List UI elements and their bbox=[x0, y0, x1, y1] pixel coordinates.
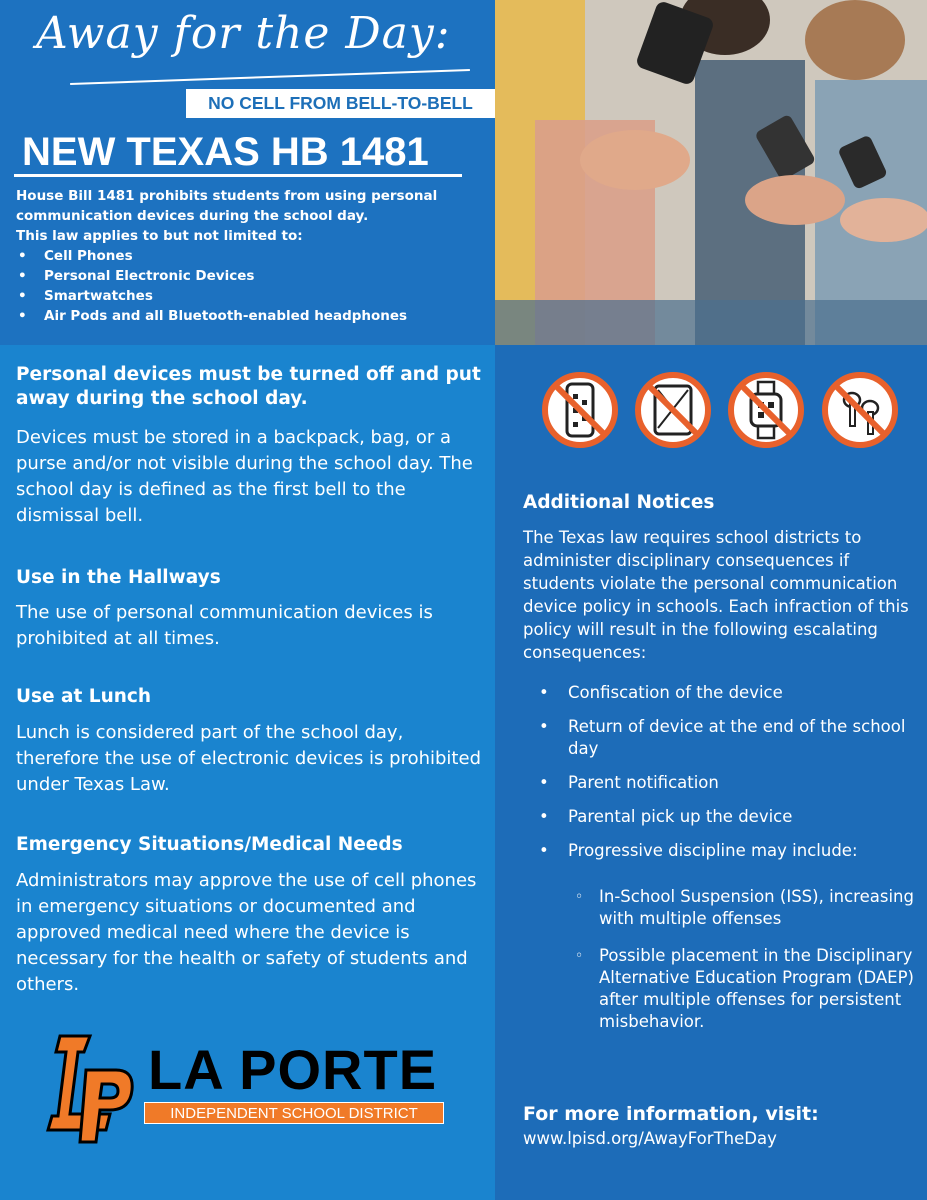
bill-underline bbox=[14, 174, 462, 177]
more-info-link[interactable]: www.lpisd.org/AwayForTheDay bbox=[523, 1129, 777, 1148]
prohibited-icons bbox=[540, 370, 910, 450]
photo-illustration bbox=[495, 0, 927, 345]
header-panel bbox=[0, 0, 495, 345]
list-item: • Progressive discipline may include: bbox=[523, 840, 918, 862]
list-item: ◦ In-School Suspension (ISS), increasing with multiple offenses bbox=[523, 886, 918, 930]
bill-intro bbox=[16, 186, 486, 246]
script-title: Away for the Day: bbox=[36, 8, 451, 59]
bill-title: NEW TEXAS HB 1481 bbox=[22, 130, 429, 174]
lp-monogram-icon bbox=[40, 1030, 136, 1148]
title-underline bbox=[70, 69, 470, 85]
notices-heading: Additional Notices bbox=[523, 492, 715, 513]
device-list bbox=[16, 246, 407, 326]
list-item: • Parental pick up the device bbox=[523, 806, 918, 828]
section-body: Lunch is considered part of the school day, therefore the use of electronic devices is prohibited under Texas Law. bbox=[16, 722, 481, 795]
intro-line-1: House Bill 1481 prohibits students from using personal communication devices during the school day. bbox=[16, 188, 438, 224]
consequence-list bbox=[523, 682, 918, 874]
section-body: The use of personal communication devices is prohibited at all times. bbox=[16, 602, 433, 649]
list-item: • Return of device at the end of the school day bbox=[523, 716, 918, 760]
section-heading: Emergency Situations/Medical Needs bbox=[16, 834, 403, 855]
section-body: Administrators may approve the use of cell phones in emergency situations or documented and approved medical need where the device is necessary for the health or safety of students and others. bbox=[16, 870, 477, 995]
list-item: ◦ Possible placement in the Disciplinary Alternative Education Program (DAEP) after multiple offenses for persistent misbehavior. bbox=[523, 945, 918, 1033]
more-info-heading: For more information, visit: bbox=[523, 1103, 819, 1125]
list-item: • Smartwatches bbox=[16, 286, 407, 306]
list-item: • Confiscation of the device bbox=[523, 682, 918, 704]
logo-name: LA PORTE bbox=[148, 1038, 438, 1101]
list-item: • Parent notification bbox=[523, 772, 918, 794]
no-smartwatch-icon bbox=[726, 370, 806, 450]
logo-subtitle: INDEPENDENT SCHOOL DISTRICT bbox=[144, 1102, 444, 1124]
no-tablet-icon bbox=[633, 370, 713, 450]
no-earbuds-icon bbox=[820, 370, 900, 450]
notices-body: The Texas law requires school districts to administer disciplinary consequences if students violate the personal communication device policy in schools. Each infraction of this policy will result in the following escalating consequences: bbox=[523, 528, 909, 662]
intro-line-2: This law applies to but not limited to: bbox=[16, 228, 303, 244]
students-phones-photo bbox=[495, 0, 927, 345]
list-item: • Cell Phones bbox=[16, 246, 407, 266]
section-body: Devices must be stored in a backpack, bag, or a purse and/or not visible during the school day. The school day is defined as the first bell to the dismissal bell. bbox=[16, 427, 473, 526]
section-heading: Personal devices must be turned off and put away during the school day. bbox=[16, 364, 481, 409]
list-item: • Personal Electronic Devices bbox=[16, 266, 407, 286]
no-phone-icon bbox=[540, 370, 620, 450]
district-logo bbox=[40, 1030, 460, 1150]
tagline: NO CELL FROM BELL-TO-BELL bbox=[186, 89, 495, 118]
section-heading: Use in the Hallways bbox=[16, 567, 221, 588]
discipline-list bbox=[523, 886, 918, 1048]
list-item: • Air Pods and all Bluetooth-enabled headphones bbox=[16, 306, 407, 326]
section-heading: Use at Lunch bbox=[16, 686, 152, 707]
